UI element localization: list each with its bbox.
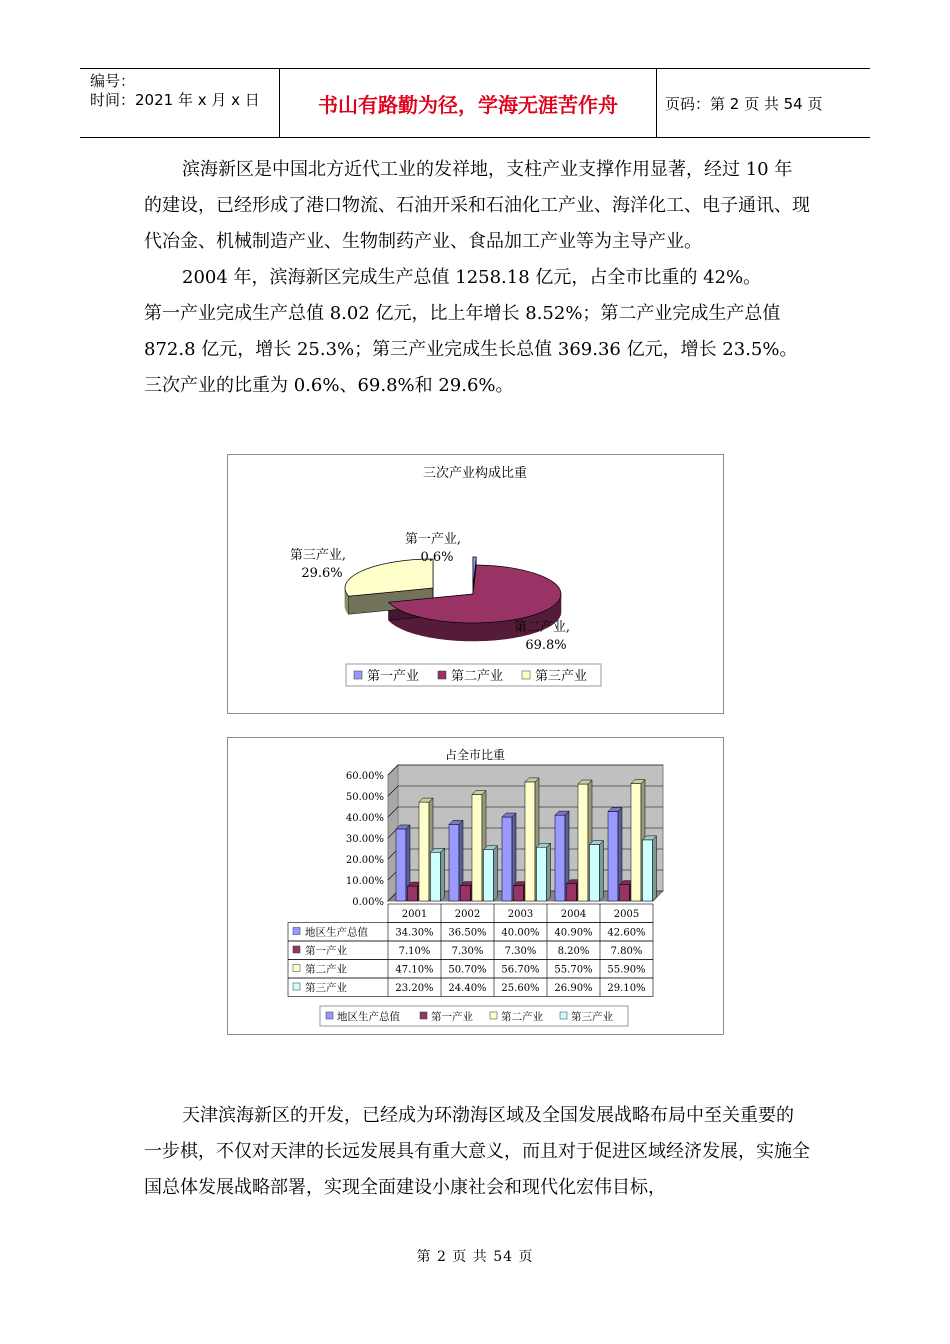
table-cell: 7.30% — [504, 946, 537, 957]
table-row-label: 地区生产总值 — [305, 926, 368, 939]
table-cell: 40.00% — [501, 927, 540, 939]
bar-第三产业-2001 — [431, 852, 441, 901]
table-category-2005: 2005 — [613, 909, 640, 920]
table-cell: 42.60% — [607, 927, 646, 939]
bar-side — [600, 841, 604, 901]
bar-legend-swatch-2 — [420, 1012, 427, 1019]
table-cell: 23.20% — [395, 983, 434, 994]
bar-地区生产总值-2005 — [608, 812, 618, 901]
table-category-2002: 2002 — [454, 909, 481, 920]
document-date: 时间：2021 年 x 月 x 日 — [90, 91, 260, 109]
table-cell: 7.80% — [610, 946, 643, 957]
bar-legend-swatch-1 — [326, 1012, 333, 1019]
bar-地区生产总值-2004 — [555, 815, 565, 901]
bar-ytick-label: 20.00% — [345, 855, 384, 866]
header-page-info: 页码：第 2 页 共 54 页 — [665, 94, 823, 113]
page-footer: 第 2 页 共 54 页 — [416, 1249, 534, 1265]
header-motto: 书山有路勤为径，学海无涯苦作舟 — [280, 69, 657, 137]
pie-legend-swatch-3 — [522, 671, 530, 679]
table-row-swatch — [293, 946, 300, 953]
bar-第一产业-2001 — [408, 886, 418, 901]
bar-ytick-label: 60.00% — [345, 771, 384, 782]
table-cell: 24.40% — [448, 983, 487, 994]
table-cell: 55.70% — [554, 964, 593, 976]
table-row-label: 第二产业 — [305, 963, 347, 976]
bar-legend-label-4: 第三产业 — [571, 1011, 613, 1023]
table-cell: 40.90% — [554, 927, 593, 939]
pie-slice-side — [457, 623, 467, 641]
pie-slice-side — [495, 621, 504, 640]
bar-地区生产总值-2002 — [449, 824, 459, 901]
table-category-2001: 2001 — [401, 909, 428, 920]
bar-第二产业-2005 — [631, 784, 641, 901]
bar-side — [441, 848, 445, 901]
bar-第二产业-2002 — [472, 795, 482, 901]
table-cell: 25.60% — [501, 983, 540, 994]
pie-label-value-3: 29.6% — [301, 566, 343, 581]
bar-side — [494, 846, 498, 901]
pie-label-value-2: 69.8% — [525, 638, 567, 653]
table-category-2003: 2003 — [507, 909, 534, 920]
pie-label-value-1: 0.6% — [420, 550, 454, 565]
table-row-swatch — [293, 928, 300, 935]
pie-chart-panel — [227, 454, 724, 714]
bar-第一产业-2005 — [620, 885, 630, 901]
bar-legend-swatch-3 — [490, 1012, 497, 1019]
bar-第二产业-2001 — [419, 802, 429, 901]
paragraph-1: 滨海新区是中国北方近代工业的发祥地，支柱产业支撑作用显著，经过 10 年的建设，已经形成了港口物流、石油开采和石油化工产业、海洋化工、电子通讯、现代冶金、机械制造产业、生物制药产业、食品加工产业等为主导产业。 — [144, 159, 810, 252]
bar-side — [653, 836, 657, 901]
bar-第二产业-2003 — [525, 782, 535, 901]
pie-title: 三次产业构成比重 — [422, 466, 528, 481]
pie-legend-swatch-1 — [354, 671, 362, 679]
table-category-2004: 2004 — [560, 909, 587, 920]
table-cell: 7.30% — [451, 946, 484, 957]
pie-slice-side — [414, 616, 422, 636]
bar-第三产业-2005 — [643, 840, 653, 901]
pie-slice-side — [476, 623, 486, 641]
table-cell: 8.20% — [557, 946, 590, 957]
table-cell: 55.90% — [607, 964, 646, 976]
table-row-swatch — [293, 983, 300, 990]
table-row-swatch — [293, 965, 300, 972]
pie-slice-side — [447, 622, 456, 641]
paragraph-2-line-1: 2004 年，滨海新区完成生产总值 1258.18 亿元，占全市比重的 42%。 — [182, 267, 762, 288]
table-cell: 56.70% — [501, 964, 540, 976]
table-row-label: 第一产业 — [305, 945, 347, 957]
table-cell: 29.10% — [607, 983, 646, 994]
pie-label-name-1: 第一产业, — [404, 532, 462, 547]
bar-第一产业-2003 — [514, 886, 524, 901]
bar-ytick-label: 0.00% — [352, 897, 384, 908]
bar-第二产业-2004 — [578, 784, 588, 901]
paragraph-2-rest: 第一产业完成生产总值 8.02 亿元，比上年增长 8.52%；第二产业完成生产总值 872.8 亿元，增长 25.3%；第三产业完成生长总值 369.36 亿元，增长 23.5%。三次产业的比重为 0.6%、69.8%和 29.6%。 — [144, 303, 798, 396]
table-cell: 47.10% — [395, 964, 434, 976]
bar-side — [547, 843, 551, 901]
bar-chart-panel — [227, 737, 724, 1035]
table-cell: 36.50% — [448, 927, 487, 939]
bar-地区生产总值-2003 — [502, 817, 512, 901]
paragraph-3: 天津滨海新区的开发，已经成为环渤海区域及全国发展战略布局中至关重要的一步棋，不仅对天津的长远发展具有重大意义，而且对于促进区域经济发展，实施全国总体发展战略部署，实现全面建设小康社会和现代化宏伟目标， — [144, 1105, 810, 1198]
pie-legend-label-3: 第三产业 — [535, 669, 588, 684]
pie-legend-label-2: 第二产业 — [451, 669, 504, 684]
bar-第一产业-2004 — [567, 884, 577, 901]
table-cell: 34.30% — [395, 927, 434, 939]
pie-label-name-2: 第二产业, — [513, 620, 571, 635]
table-cell: 26.90% — [554, 983, 593, 994]
table-cell: 50.70% — [448, 964, 487, 976]
pie-legend-label-1: 第一产业 — [367, 669, 420, 684]
pie-slice-side — [430, 619, 439, 638]
bar-第三产业-2002 — [484, 850, 494, 901]
pie-slice-side — [422, 618, 430, 638]
bar-第三产业-2004 — [590, 845, 600, 901]
bar-ytick-label: 40.00% — [345, 813, 384, 824]
bar-chart — [228, 738, 723, 1034]
bar-title: 占全市比重 — [444, 748, 506, 762]
table-row-label: 第三产业 — [305, 982, 347, 994]
bar-legend-label-1: 地区生产总值 — [337, 1011, 400, 1023]
bar-第一产业-2002 — [461, 886, 471, 901]
bar-地区生产总值-2001 — [396, 829, 406, 901]
header-meta — [80, 69, 280, 137]
table-cell: 7.10% — [398, 946, 431, 957]
bar-ytick-label: 50.00% — [345, 792, 384, 803]
pie-label-name-3: 第三产业, — [289, 548, 347, 563]
bar-ytick-label: 30.00% — [345, 834, 384, 845]
bar-legend-swatch-4 — [560, 1012, 567, 1019]
bar-ytick-label: 10.00% — [345, 876, 384, 887]
bar-第三产业-2003 — [537, 847, 547, 901]
pie-slice-side — [504, 620, 513, 639]
bar-legend-label-3: 第二产业 — [501, 1011, 543, 1023]
pie-chart — [228, 455, 723, 713]
document-header — [80, 68, 870, 138]
pie-slice-side — [486, 622, 495, 641]
pie-legend-swatch-2 — [438, 671, 446, 679]
pie-slice-side — [438, 621, 447, 640]
bar-legend-label-2: 第一产业 — [431, 1011, 473, 1023]
document-number-label: 编号： — [90, 72, 136, 90]
pie-slice-side — [466, 623, 476, 641]
